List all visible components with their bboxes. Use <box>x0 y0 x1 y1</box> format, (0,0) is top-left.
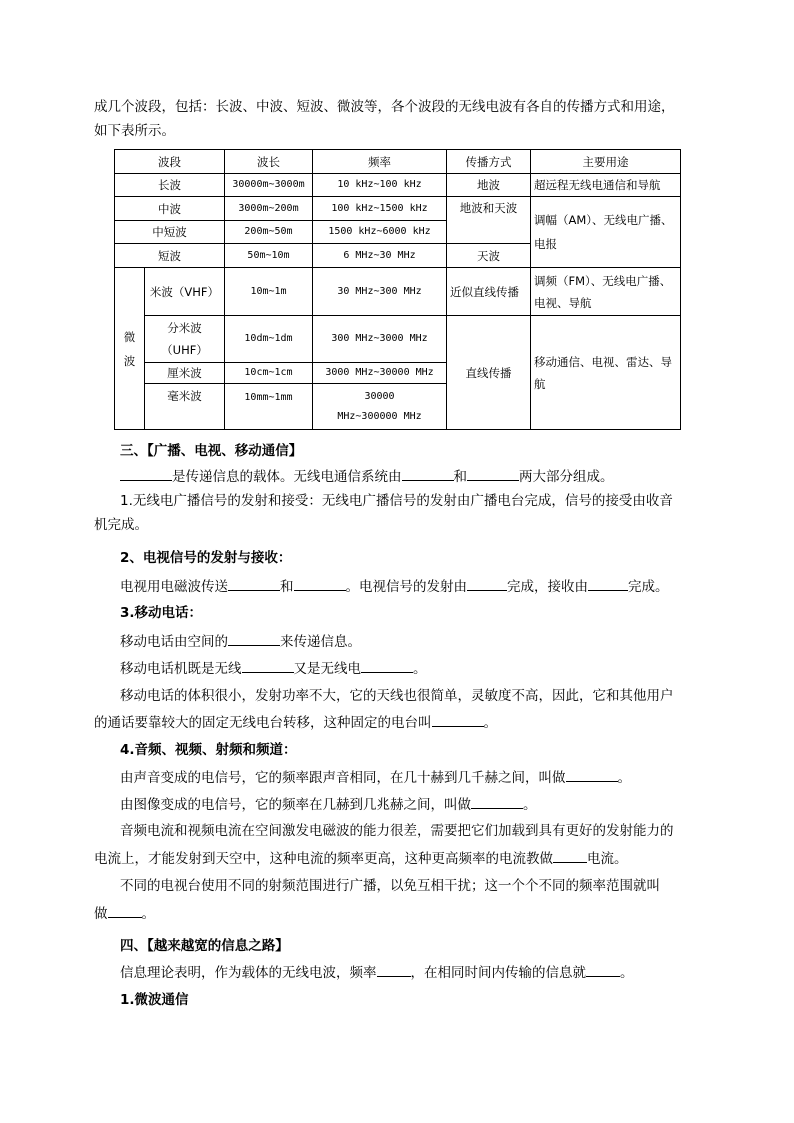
answer-blank[interactable] <box>471 794 523 809</box>
mobile-para-line-1: 移动电话的体积很小，发射功率不大，它的天线也很简单，灵敏度不高，因此，它和其他用户 <box>120 688 674 704</box>
av-para-line-1: 音频电流和视频电流在空间激发电磁波的能力很差，需要把它们加载到具有更好的发射能力的 <box>120 823 674 839</box>
header-wavelength: 波长 <box>225 150 313 174</box>
header-band: 波段 <box>115 150 225 174</box>
tv-line <box>120 576 730 597</box>
text-fragment: 信息理论表明，作为载体的无线电波，频率 <box>120 965 377 981</box>
frequency-cell: 30000 MHz~300000 MHz <box>313 384 447 430</box>
microwave-group-label: 微波 <box>123 329 136 368</box>
av-title: 4.音频、视频、射频和频道： <box>120 742 297 758</box>
text-fragment: 和 <box>453 469 467 485</box>
radio-line-2: 机完成。 <box>94 517 148 533</box>
text-fragment: 。 <box>483 715 497 731</box>
band-cell: 分米波（UHF） <box>145 316 225 363</box>
band-cell: 中波 <box>115 197 225 221</box>
answer-blank[interactable] <box>108 903 142 918</box>
wavelength-cell: 10dm~1dm <box>225 316 313 363</box>
table-row <box>115 174 681 197</box>
header-use: 主要用途 <box>531 150 681 174</box>
av-line-2 <box>120 794 730 815</box>
section4-line-1 <box>120 962 730 983</box>
answer-blank[interactable] <box>242 658 294 673</box>
table-row <box>115 197 681 221</box>
table-header-row <box>115 150 681 174</box>
answer-blank[interactable] <box>588 576 628 591</box>
use-cell: 调频（FM）、无线电广播、电视、导航 <box>531 268 681 316</box>
microwave-group-cell <box>115 268 145 430</box>
av-line-1 <box>120 767 730 788</box>
answer-blank[interactable] <box>228 631 280 646</box>
av-para2-line-2 <box>94 903 704 924</box>
band-cell: 毫米波 <box>145 384 225 430</box>
frequency-cell: 6 MHz~30 MHz <box>313 244 447 268</box>
propagation-cell: 近似直线传播 <box>447 268 531 316</box>
section3-line-1 <box>120 466 730 487</box>
band-cell: 长波 <box>115 174 225 197</box>
wavelength-cell: 3000m~200m <box>225 197 313 221</box>
text-fragment: 和 <box>280 579 294 595</box>
text-fragment: ，在相同时间内传输的信息就 <box>410 965 586 981</box>
text-fragment: 移动电话由空间的 <box>120 634 228 650</box>
wavelength-cell: 10m~1m <box>225 268 313 316</box>
mobile-para-line-2 <box>94 712 704 733</box>
mobile-title: 3.移动电话： <box>120 605 203 621</box>
text-fragment: 。电视信号的发射由 <box>345 579 467 595</box>
band-cell: 厘米波 <box>145 363 225 384</box>
answer-blank[interactable] <box>402 466 454 481</box>
text-fragment: 电视用电磁波传送 <box>120 579 228 595</box>
header-propagation: 传播方式 <box>447 150 531 174</box>
header-frequency: 频率 <box>313 150 447 174</box>
frequency-cell: 10 kHz~100 kHz <box>313 174 447 197</box>
section4-title: 四、【越来越宽的信息之路】 <box>120 938 289 954</box>
use-cell: 超远程无线电通信和导航 <box>531 174 681 197</box>
frequency-cell: 1500 kHz~6000 kHz <box>313 221 447 244</box>
wavelength-cell: 10cm~1cm <box>225 363 313 384</box>
answer-blank[interactable] <box>361 658 413 673</box>
answer-blank[interactable] <box>467 466 519 481</box>
text-fragment: 。 <box>523 797 537 813</box>
answer-blank[interactable] <box>467 576 507 591</box>
answer-blank[interactable] <box>586 962 620 977</box>
av-para-line-2 <box>94 848 704 869</box>
answer-blank[interactable] <box>120 466 172 481</box>
text-fragment: 电流上，才能发射到天空中，这种电流的频率更高，这种更高频率的电流教做 <box>94 851 553 867</box>
text-fragment: 来传递信息。 <box>280 634 361 650</box>
wavelength-cell: 200m~50m <box>225 221 313 244</box>
text-fragment: 由图像变成的电信号，它的频率在几赫到几兆赫之间，叫做 <box>120 797 471 813</box>
text-fragment: 。 <box>620 965 634 981</box>
propagation-cell: 地波 <box>447 174 531 197</box>
text-fragment: 做 <box>94 906 108 922</box>
frequency-cell: 3000 MHz~30000 MHz <box>313 363 447 384</box>
table-row <box>115 316 681 363</box>
subsection-title: 1.无线电广播信号的发射和接受： <box>120 493 322 509</box>
section3-title: 三、【广播、电视、移动通信】 <box>120 443 303 459</box>
text-fragment: 完成。 <box>628 579 669 595</box>
tv-title: 2、电视信号的发射与接收： <box>120 550 292 566</box>
text-fragment: 移动电话机既是无线 <box>120 661 242 677</box>
wave-band-table <box>114 149 681 430</box>
frequency-cell: 100 kHz~1500 kHz <box>313 197 447 221</box>
text-fragment: 。 <box>413 661 427 677</box>
propagation-cell: 地波和天波 <box>447 197 531 244</box>
mobile-line-1 <box>120 631 730 652</box>
text-fragment: 是传递信息的载体。无线电通信系统由 <box>172 469 402 485</box>
answer-blank[interactable] <box>228 576 280 591</box>
text-fragment: 完成，接收由 <box>507 579 588 595</box>
answer-blank[interactable] <box>432 712 484 727</box>
answer-blank[interactable] <box>294 576 346 591</box>
text-fragment: 。 <box>141 906 155 922</box>
band-cell: 短波 <box>115 244 225 268</box>
propagation-cell: 直线传播 <box>447 316 531 430</box>
text-fragment: 的通话要靠较大的固定无线电台转移，这种固定的电台叫 <box>94 715 432 731</box>
wavelength-cell: 50m~10m <box>225 244 313 268</box>
answer-blank[interactable] <box>553 848 587 863</box>
intro-line-1: 成几个波段，包括：长波、中波、短波、微波等，各个波段的无线电波有各自的传播方式和用途， <box>94 99 675 115</box>
table-row <box>115 268 681 316</box>
wavelength-cell: 10mm~1mm <box>225 384 313 430</box>
text-fragment: 无线电广播信号的发射由广播电台完成，信号的接受由收音 <box>321 493 673 509</box>
answer-blank[interactable] <box>566 767 618 782</box>
band-cell: 米波（VHF） <box>145 268 225 316</box>
text-fragment: 由声音变成的电信号，它的频率跟声音相同，在几十赫到几千赫之间，叫做 <box>120 770 566 786</box>
radio-line-1 <box>120 491 730 511</box>
text-fragment: 。 <box>617 770 631 786</box>
wavelength-cell: 30000m~3000m <box>225 174 313 197</box>
use-cell: 移动通信、电视、雷达、导航 <box>531 316 681 430</box>
answer-blank[interactable] <box>377 962 411 977</box>
use-cell: 调幅（AM）、无线电广播、电报 <box>531 197 681 268</box>
text-fragment: 两大部分组成。 <box>519 469 614 485</box>
av-para2-line-1: 不同的电视台使用不同的射频范围进行广播，以免互相干扰；这一个个不同的频率范围就叫 <box>120 878 660 894</box>
microwave-comm-title: 1.微波通信 <box>120 992 189 1008</box>
frequency-cell: 30 MHz~300 MHz <box>313 268 447 316</box>
propagation-cell: 天波 <box>447 244 531 268</box>
text-fragment: 电流。 <box>587 851 628 867</box>
band-cell: 中短波 <box>115 221 225 244</box>
intro-line-2: 如下表所示。 <box>94 123 175 139</box>
mobile-line-2 <box>120 658 730 679</box>
frequency-cell: 300 MHz~3000 MHz <box>313 316 447 363</box>
text-fragment: 又是无线电 <box>293 661 361 677</box>
